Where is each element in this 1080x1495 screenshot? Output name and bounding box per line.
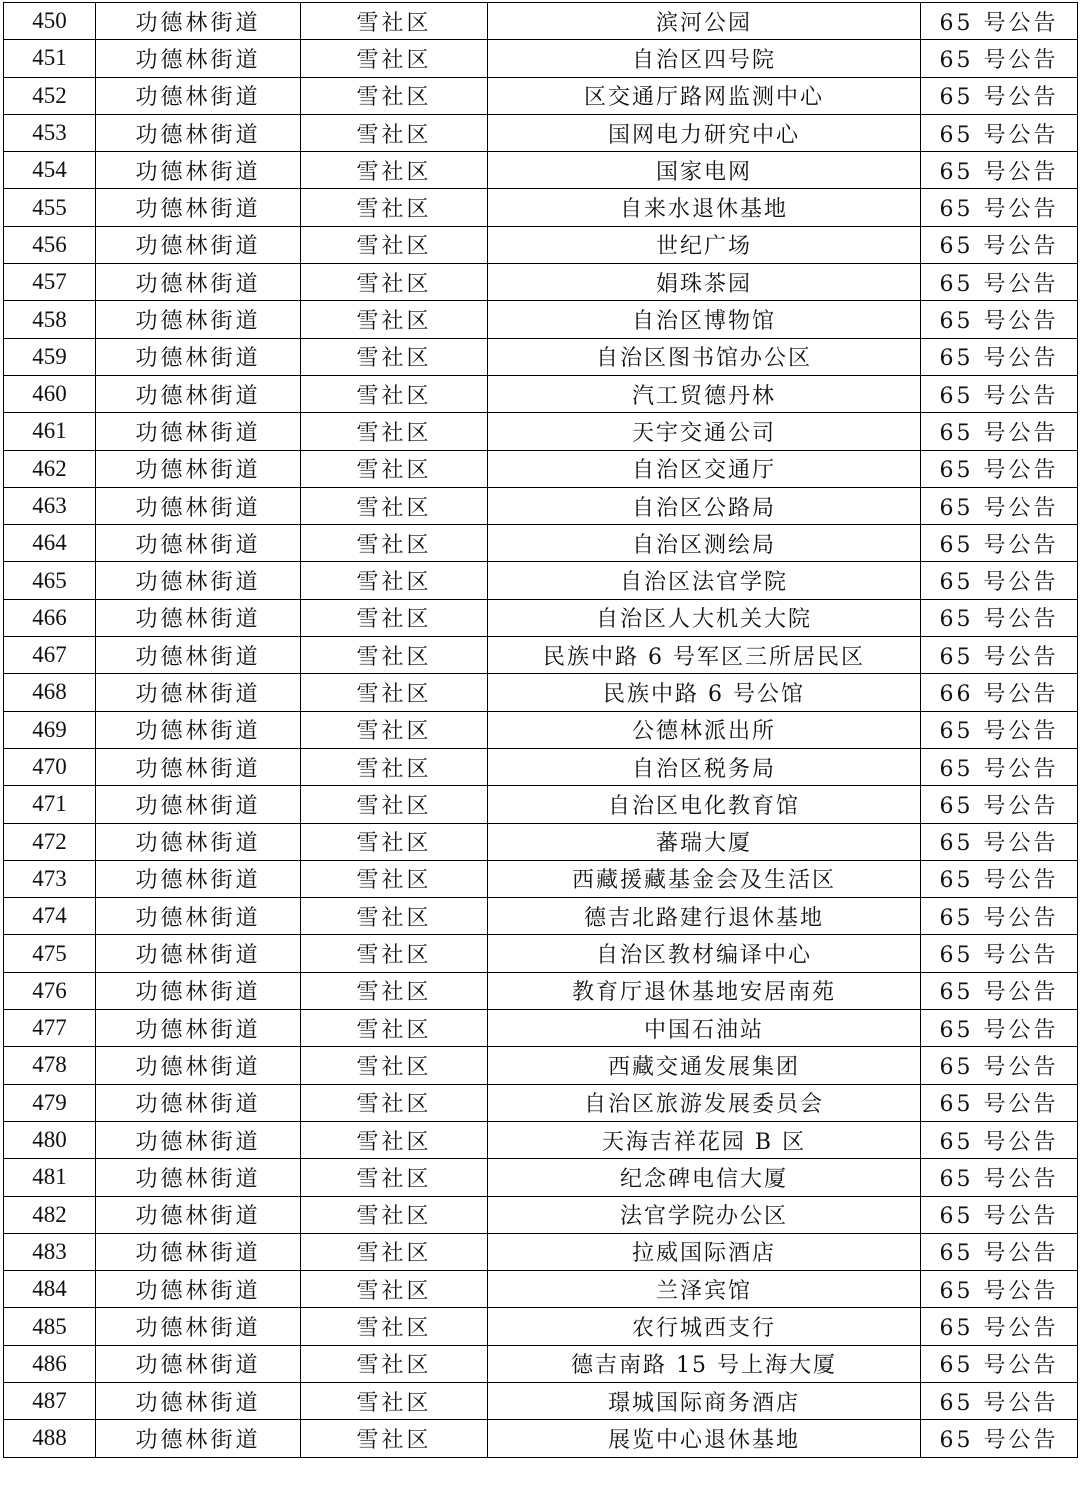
table-row	[4, 898, 1078, 935]
street-cell: 功德林街道	[96, 1420, 301, 1457]
location-cell: 自治区电化教育馆	[488, 786, 921, 823]
location-cell: 法官学院办公区	[488, 1196, 921, 1233]
row-number-cell: 485	[4, 1308, 96, 1345]
community-cell: 雪社区	[301, 226, 488, 263]
row-number-cell: 474	[4, 898, 96, 935]
table-row	[4, 264, 1078, 301]
table-row	[4, 77, 1078, 114]
row-number-cell: 457	[4, 264, 96, 301]
location-cell: 蕃瑞大厦	[488, 823, 921, 860]
notice-cell: 65 号公告	[921, 152, 1078, 189]
location-cell: 汽工贸德丹林	[488, 375, 921, 412]
location-cell: 教育厅退休基地安居南苑	[488, 972, 921, 1009]
community-cell: 雪社区	[301, 1420, 488, 1457]
community-cell: 雪社区	[301, 1196, 488, 1233]
table-row	[4, 1308, 1078, 1345]
street-cell: 功德林街道	[96, 301, 301, 338]
community-cell: 雪社区	[301, 338, 488, 375]
street-cell: 功德林街道	[96, 77, 301, 114]
row-number-cell: 466	[4, 599, 96, 636]
table-row	[4, 1233, 1078, 1270]
community-cell: 雪社区	[301, 413, 488, 450]
location-cell: 自治区税务局	[488, 748, 921, 785]
notice-cell: 65 号公告	[921, 823, 1078, 860]
location-cell: 自治区公路局	[488, 487, 921, 524]
notice-cell: 65 号公告	[921, 1382, 1078, 1419]
notice-cell: 65 号公告	[921, 114, 1078, 151]
row-number-cell: 463	[4, 487, 96, 524]
notice-cell: 65 号公告	[921, 1196, 1078, 1233]
street-cell: 功德林街道	[96, 1047, 301, 1084]
row-number-cell: 478	[4, 1047, 96, 1084]
table-row	[4, 3, 1078, 40]
table-row	[4, 1345, 1078, 1382]
street-cell: 功德林街道	[96, 637, 301, 674]
street-cell: 功德林街道	[96, 1159, 301, 1196]
row-number-cell: 460	[4, 375, 96, 412]
table-row	[4, 823, 1078, 860]
notice-cell: 65 号公告	[921, 1159, 1078, 1196]
table-row	[4, 1121, 1078, 1158]
notice-cell: 65 号公告	[921, 562, 1078, 599]
notice-cell: 65 号公告	[921, 189, 1078, 226]
location-cell: 民族中路 6 号公馆	[488, 674, 921, 711]
notice-cell: 65 号公告	[921, 1345, 1078, 1382]
table-row	[4, 637, 1078, 674]
row-number-cell: 484	[4, 1271, 96, 1308]
table-row	[4, 152, 1078, 189]
community-cell: 雪社区	[301, 972, 488, 1009]
table-body	[4, 3, 1078, 1458]
row-number-cell: 488	[4, 1420, 96, 1457]
table-row	[4, 935, 1078, 972]
notice-cell: 65 号公告	[921, 3, 1078, 40]
row-number-cell: 469	[4, 711, 96, 748]
community-cell: 雪社区	[301, 3, 488, 40]
community-cell: 雪社区	[301, 935, 488, 972]
street-cell: 功德林街道	[96, 786, 301, 823]
street-cell: 功德林街道	[96, 1271, 301, 1308]
notice-cell: 65 号公告	[921, 1121, 1078, 1158]
notice-cell: 65 号公告	[921, 1010, 1078, 1047]
location-cell: 自治区图书馆办公区	[488, 338, 921, 375]
table-row	[4, 487, 1078, 524]
notice-cell: 65 号公告	[921, 1047, 1078, 1084]
table-row	[4, 1382, 1078, 1419]
street-cell: 功德林街道	[96, 823, 301, 860]
location-cell: 西藏交通发展集团	[488, 1047, 921, 1084]
table-row	[4, 1196, 1078, 1233]
notice-cell: 65 号公告	[921, 711, 1078, 748]
row-number-cell: 468	[4, 674, 96, 711]
table-row	[4, 114, 1078, 151]
table-row	[4, 338, 1078, 375]
row-number-cell: 451	[4, 40, 96, 77]
table-row	[4, 711, 1078, 748]
location-cell: 自治区测绘局	[488, 525, 921, 562]
location-cell: 世纪广场	[488, 226, 921, 263]
community-cell: 雪社区	[301, 1010, 488, 1047]
location-cell: 拉威国际酒店	[488, 1233, 921, 1270]
street-cell: 功德林街道	[96, 487, 301, 524]
community-cell: 雪社区	[301, 375, 488, 412]
community-cell: 雪社区	[301, 1084, 488, 1121]
location-cell: 中国石油站	[488, 1010, 921, 1047]
notice-cell: 66 号公告	[921, 674, 1078, 711]
row-number-cell: 458	[4, 301, 96, 338]
row-number-cell: 482	[4, 1196, 96, 1233]
row-number-cell: 481	[4, 1159, 96, 1196]
street-cell: 功德林街道	[96, 1382, 301, 1419]
street-cell: 功德林街道	[96, 525, 301, 562]
table-row	[4, 786, 1078, 823]
notice-cell: 65 号公告	[921, 1271, 1078, 1308]
table-row	[4, 375, 1078, 412]
row-number-cell: 461	[4, 413, 96, 450]
location-cell: 天宇交通公司	[488, 413, 921, 450]
table-row	[4, 972, 1078, 1009]
street-cell: 功德林街道	[96, 1121, 301, 1158]
community-cell: 雪社区	[301, 1382, 488, 1419]
table-row	[4, 1084, 1078, 1121]
community-cell: 雪社区	[301, 1345, 488, 1382]
community-cell: 雪社区	[301, 487, 488, 524]
notice-cell: 65 号公告	[921, 860, 1078, 897]
street-cell: 功德林街道	[96, 413, 301, 450]
notice-cell: 65 号公告	[921, 1233, 1078, 1270]
row-number-cell: 477	[4, 1010, 96, 1047]
location-cell: 天海吉祥花园 B 区	[488, 1121, 921, 1158]
row-number-cell: 452	[4, 77, 96, 114]
notice-cell: 65 号公告	[921, 525, 1078, 562]
community-cell: 雪社区	[301, 1271, 488, 1308]
community-cell: 雪社区	[301, 1047, 488, 1084]
community-cell: 雪社区	[301, 450, 488, 487]
notice-cell: 65 号公告	[921, 898, 1078, 935]
row-number-cell: 465	[4, 562, 96, 599]
community-cell: 雪社区	[301, 1308, 488, 1345]
row-number-cell: 476	[4, 972, 96, 1009]
community-cell: 雪社区	[301, 1159, 488, 1196]
table-row	[4, 860, 1078, 897]
location-cell: 兰泽宾馆	[488, 1271, 921, 1308]
street-cell: 功德林街道	[96, 1308, 301, 1345]
notice-cell: 65 号公告	[921, 487, 1078, 524]
row-number-cell: 459	[4, 338, 96, 375]
row-number-cell: 483	[4, 1233, 96, 1270]
community-cell: 雪社区	[301, 264, 488, 301]
street-cell: 功德林街道	[96, 189, 301, 226]
community-cell: 雪社区	[301, 301, 488, 338]
street-cell: 功德林街道	[96, 3, 301, 40]
community-cell: 雪社区	[301, 748, 488, 785]
notice-cell: 65 号公告	[921, 77, 1078, 114]
street-cell: 功德林街道	[96, 264, 301, 301]
community-cell: 雪社区	[301, 525, 488, 562]
street-cell: 功德林街道	[96, 1345, 301, 1382]
data-table	[3, 2, 1078, 1458]
notice-cell: 65 号公告	[921, 748, 1078, 785]
table-row	[4, 1159, 1078, 1196]
location-cell: 自治区交通厅	[488, 450, 921, 487]
location-cell: 自来水退休基地	[488, 189, 921, 226]
location-cell: 自治区四号院	[488, 40, 921, 77]
community-cell: 雪社区	[301, 898, 488, 935]
location-cell: 公德林派出所	[488, 711, 921, 748]
notice-cell: 65 号公告	[921, 972, 1078, 1009]
document-page	[3, 2, 1078, 1458]
row-number-cell: 456	[4, 226, 96, 263]
street-cell: 功德林街道	[96, 898, 301, 935]
table-row	[4, 1047, 1078, 1084]
table-row	[4, 674, 1078, 711]
row-number-cell: 475	[4, 935, 96, 972]
notice-cell: 65 号公告	[921, 1420, 1078, 1457]
community-cell: 雪社区	[301, 189, 488, 226]
notice-cell: 65 号公告	[921, 637, 1078, 674]
table-row	[4, 413, 1078, 450]
street-cell: 功德林街道	[96, 1010, 301, 1047]
table-row	[4, 748, 1078, 785]
community-cell: 雪社区	[301, 40, 488, 77]
notice-cell: 65 号公告	[921, 226, 1078, 263]
street-cell: 功德林街道	[96, 450, 301, 487]
location-cell: 自治区法官学院	[488, 562, 921, 599]
location-cell: 区交通厅路网监测中心	[488, 77, 921, 114]
notice-cell: 65 号公告	[921, 338, 1078, 375]
notice-cell: 65 号公告	[921, 40, 1078, 77]
notice-cell: 65 号公告	[921, 301, 1078, 338]
location-cell: 纪念碑电信大厦	[488, 1159, 921, 1196]
street-cell: 功德林街道	[96, 114, 301, 151]
table-row	[4, 301, 1078, 338]
street-cell: 功德林街道	[96, 562, 301, 599]
location-cell: 西藏援藏基金会及生活区	[488, 860, 921, 897]
row-number-cell: 472	[4, 823, 96, 860]
community-cell: 雪社区	[301, 1233, 488, 1270]
street-cell: 功德林街道	[96, 1233, 301, 1270]
community-cell: 雪社区	[301, 786, 488, 823]
street-cell: 功德林街道	[96, 674, 301, 711]
notice-cell: 65 号公告	[921, 450, 1078, 487]
community-cell: 雪社区	[301, 599, 488, 636]
location-cell: 农行城西支行	[488, 1308, 921, 1345]
street-cell: 功德林街道	[96, 338, 301, 375]
table-row	[4, 189, 1078, 226]
row-number-cell: 450	[4, 3, 96, 40]
row-number-cell: 453	[4, 114, 96, 151]
street-cell: 功德林街道	[96, 40, 301, 77]
location-cell: 德吉北路建行退休基地	[488, 898, 921, 935]
community-cell: 雪社区	[301, 674, 488, 711]
table-row	[4, 40, 1078, 77]
table-row	[4, 450, 1078, 487]
row-number-cell: 486	[4, 1345, 96, 1382]
community-cell: 雪社区	[301, 77, 488, 114]
row-number-cell: 479	[4, 1084, 96, 1121]
location-cell: 自治区博物馆	[488, 301, 921, 338]
street-cell: 功德林街道	[96, 226, 301, 263]
location-cell: 自治区旅游发展委员会	[488, 1084, 921, 1121]
row-number-cell: 464	[4, 525, 96, 562]
community-cell: 雪社区	[301, 860, 488, 897]
street-cell: 功德林街道	[96, 860, 301, 897]
table-row	[4, 525, 1078, 562]
table-row	[4, 1420, 1078, 1457]
notice-cell: 65 号公告	[921, 786, 1078, 823]
table-row	[4, 562, 1078, 599]
notice-cell: 65 号公告	[921, 413, 1078, 450]
location-cell: 璟城国际商务酒店	[488, 1382, 921, 1419]
location-cell: 娟珠茶园	[488, 264, 921, 301]
table-row	[4, 599, 1078, 636]
community-cell: 雪社区	[301, 562, 488, 599]
street-cell: 功德林街道	[96, 599, 301, 636]
street-cell: 功德林街道	[96, 972, 301, 1009]
location-cell: 德吉南路 15 号上海大厦	[488, 1345, 921, 1382]
street-cell: 功德林街道	[96, 1196, 301, 1233]
street-cell: 功德林街道	[96, 1084, 301, 1121]
community-cell: 雪社区	[301, 152, 488, 189]
location-cell: 国网电力研究中心	[488, 114, 921, 151]
location-cell: 自治区人大机关大院	[488, 599, 921, 636]
street-cell: 功德林街道	[96, 711, 301, 748]
row-number-cell: 454	[4, 152, 96, 189]
notice-cell: 65 号公告	[921, 1084, 1078, 1121]
notice-cell: 65 号公告	[921, 375, 1078, 412]
row-number-cell: 470	[4, 748, 96, 785]
location-cell: 自治区教材编译中心	[488, 935, 921, 972]
street-cell: 功德林街道	[96, 935, 301, 972]
row-number-cell: 480	[4, 1121, 96, 1158]
location-cell: 国家电网	[488, 152, 921, 189]
street-cell: 功德林街道	[96, 748, 301, 785]
street-cell: 功德林街道	[96, 152, 301, 189]
row-number-cell: 471	[4, 786, 96, 823]
row-number-cell: 462	[4, 450, 96, 487]
location-cell: 民族中路 6 号军区三所居民区	[488, 637, 921, 674]
community-cell: 雪社区	[301, 711, 488, 748]
community-cell: 雪社区	[301, 1121, 488, 1158]
community-cell: 雪社区	[301, 823, 488, 860]
notice-cell: 65 号公告	[921, 1308, 1078, 1345]
table-row	[4, 1010, 1078, 1047]
row-number-cell: 487	[4, 1382, 96, 1419]
location-cell: 滨河公园	[488, 3, 921, 40]
notice-cell: 65 号公告	[921, 264, 1078, 301]
location-cell: 展览中心退休基地	[488, 1420, 921, 1457]
table-row	[4, 1271, 1078, 1308]
row-number-cell: 473	[4, 860, 96, 897]
notice-cell: 65 号公告	[921, 935, 1078, 972]
row-number-cell: 467	[4, 637, 96, 674]
row-number-cell: 455	[4, 189, 96, 226]
community-cell: 雪社区	[301, 637, 488, 674]
table-row	[4, 226, 1078, 263]
notice-cell: 65 号公告	[921, 599, 1078, 636]
street-cell: 功德林街道	[96, 375, 301, 412]
community-cell: 雪社区	[301, 114, 488, 151]
